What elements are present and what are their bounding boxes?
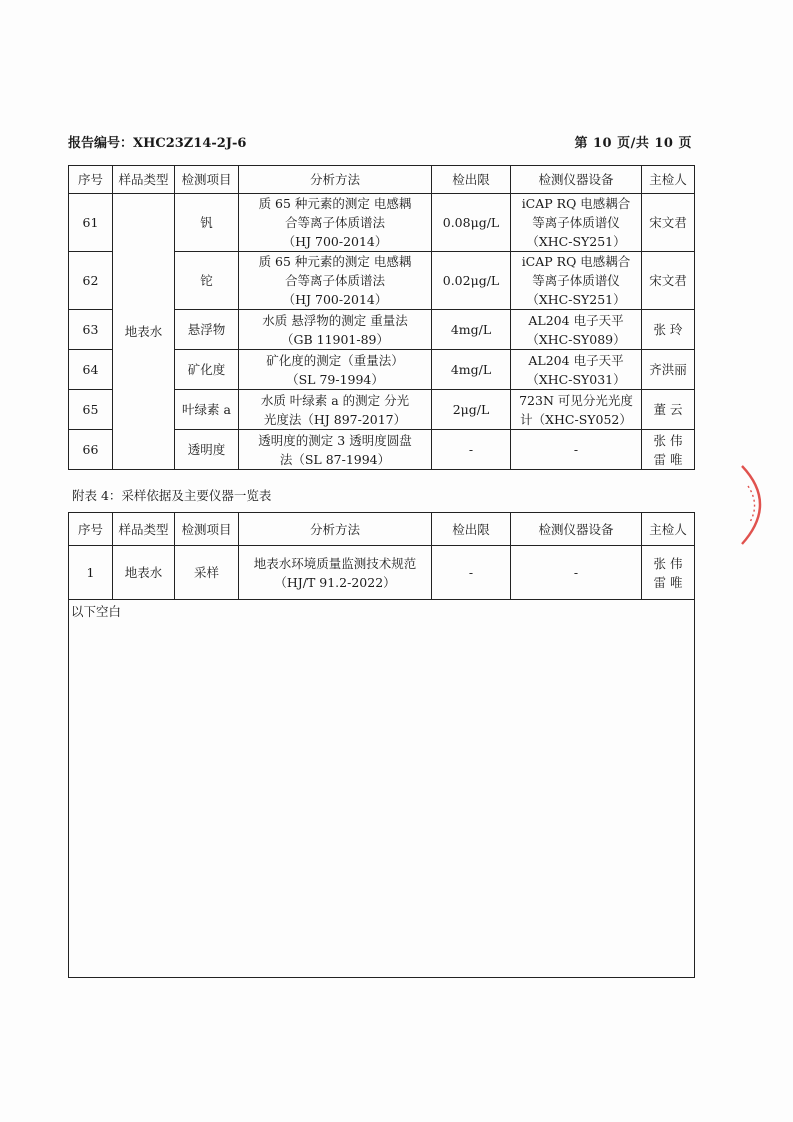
equipment (511, 310, 642, 350)
column-header: 序号 (69, 166, 113, 194)
column-header: 检出限 (432, 513, 511, 546)
method-line: 质 65 种元素的测定 电感耦 (258, 254, 412, 269)
row-number: 1 (69, 546, 113, 600)
inspector-name: 雷 唯 (653, 451, 683, 467)
detection-limit: 4mg/L (432, 310, 511, 350)
test-item: 叶绿素 a (175, 390, 239, 430)
test-methods-table (68, 165, 695, 470)
column-header: 检出限 (432, 166, 511, 194)
table-header-row (69, 166, 695, 194)
row-number: 61 (69, 194, 113, 252)
column-header: 分析方法 (239, 513, 432, 546)
row-number: 63 (69, 310, 113, 350)
test-item: 矿化度 (175, 350, 239, 390)
test-item: 透明度 (175, 430, 239, 470)
sampling-table (68, 512, 695, 600)
blank-note: 以下空白 (71, 604, 122, 619)
equipment-line: 等离子体质谱仪 (532, 215, 620, 230)
equipment (511, 546, 642, 600)
method-line: 质 65 种元素的测定 电感耦 (258, 196, 412, 211)
equipment (511, 194, 642, 252)
equipment-line: AL204 电子天平 (528, 312, 624, 328)
report-number: 报告编号：XHC23Z14-2J-6 (68, 136, 247, 151)
equipment-line: （XHC-SY251） (526, 292, 626, 307)
method-line: （GB 11901-89） (280, 331, 390, 347)
inspector (642, 546, 695, 600)
equipment-line: AL204 电子天平 (528, 352, 624, 368)
column-header: 检测仪器设备 (511, 513, 642, 546)
method-line: 法（SL 87-1994） (279, 451, 391, 467)
method-line: 透明度的测定 3 透明度圆盘 (258, 432, 412, 448)
equipment-line: （XHC-SY031） (526, 371, 626, 387)
inspector-name: 张 伟 (653, 555, 683, 571)
inspector-name: 张 玲 (653, 322, 683, 337)
analysis-method (239, 546, 432, 600)
appendix-caption: 附表 4：采样依据及主要仪器一览表 (72, 488, 272, 503)
detection-limit: 0.08μg/L (432, 194, 511, 252)
detection-limit: 0.02μg/L (432, 252, 511, 310)
method-line: 地表水环境质量监测技术规范 (253, 555, 417, 571)
table-row (69, 546, 695, 600)
equipment (511, 430, 642, 470)
equipment-line: - (573, 565, 579, 580)
analysis-method (239, 390, 432, 430)
column-header: 样品类型 (113, 513, 175, 546)
page-info: 第 10 页/共 10 页 (574, 136, 692, 151)
method-line: 矿化度的测定（重量法） (266, 352, 404, 368)
analysis-method (239, 310, 432, 350)
column-header: 样品类型 (113, 166, 175, 194)
method-line: 合等离子体质谱法 (284, 215, 385, 230)
detection-limit: 4mg/L (432, 350, 511, 390)
equipment-line: iCAP RQ 电感耦合 (521, 254, 631, 269)
row-number: 66 (69, 430, 113, 470)
column-header: 主检人 (642, 166, 695, 194)
detection-limit: - (432, 546, 511, 600)
equipment-line: （XHC-SY251） (526, 234, 626, 249)
inspector (642, 194, 695, 252)
detection-limit: - (432, 430, 511, 470)
analysis-method (239, 350, 432, 390)
test-item: 铊 (175, 252, 239, 310)
method-line: （SL 79-1994） (286, 371, 384, 387)
inspector (642, 350, 695, 390)
column-header: 序号 (69, 513, 113, 546)
column-header: 检测项目 (175, 513, 239, 546)
method-line: 水质 叶绿素 a 的测定 分光 (260, 392, 410, 408)
row-number: 65 (69, 390, 113, 430)
method-line: 水质 悬浮物的测定 重量法 (262, 312, 408, 328)
column-header: 检测仪器设备 (511, 166, 642, 194)
sample-type: 地表水 (113, 546, 175, 600)
analysis-method (239, 430, 432, 470)
equipment-line: 等离子体质谱仪 (532, 273, 620, 288)
equipment-line: - (573, 442, 579, 457)
inspector-name: 董 云 (653, 402, 683, 417)
analysis-method (239, 194, 432, 252)
red-seal-stamp (732, 462, 792, 548)
row-number: 62 (69, 252, 113, 310)
equipment-line: 723N 可见分光光度 (519, 392, 633, 408)
method-line: （HJ 700-2014） (282, 292, 388, 307)
analysis-method (239, 252, 432, 310)
inspector-name: 宋文君 (649, 273, 687, 288)
sample-type: 地表水 (113, 194, 175, 470)
column-header: 分析方法 (239, 166, 432, 194)
test-item: 钒 (175, 194, 239, 252)
equipment-line: 计（XHC-SY052） (520, 411, 632, 427)
column-header: 主检人 (642, 513, 695, 546)
inspector (642, 252, 695, 310)
equipment (511, 390, 642, 430)
inspector (642, 430, 695, 470)
inspector-name: 齐洪丽 (649, 362, 687, 377)
method-line: 合等离子体质谱法 (284, 273, 385, 288)
test-item: 采样 (175, 546, 239, 600)
table-header-row (69, 513, 695, 546)
inspector (642, 390, 695, 430)
method-line: （HJ/T 91.2-2022） (274, 574, 396, 590)
method-line: 光度法（HJ 897-2017） (263, 411, 407, 427)
report-header (68, 132, 694, 150)
equipment (511, 252, 642, 310)
inspector-name: 张 伟 (653, 432, 683, 448)
equipment-line: iCAP RQ 电感耦合 (521, 196, 631, 211)
equipment (511, 350, 642, 390)
detection-limit: 2μg/L (432, 390, 511, 430)
column-header: 检测项目 (175, 166, 239, 194)
method-line: （HJ 700-2014） (282, 234, 388, 249)
inspector-name: 雷 唯 (653, 574, 683, 590)
blank-area (68, 600, 695, 978)
table-row (69, 194, 695, 252)
inspector-name: 宋文君 (649, 215, 687, 230)
equipment-line: （XHC-SY089） (526, 331, 626, 347)
test-item: 悬浮物 (175, 310, 239, 350)
inspector (642, 310, 695, 350)
row-number: 64 (69, 350, 113, 390)
